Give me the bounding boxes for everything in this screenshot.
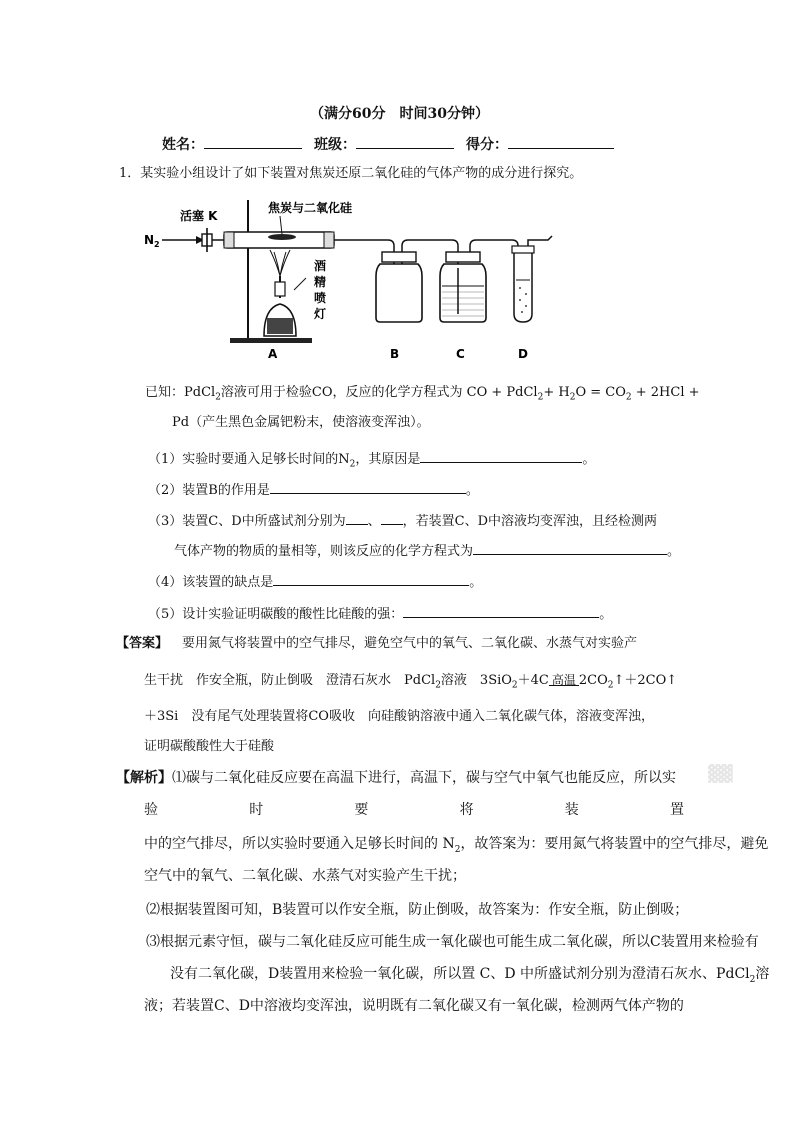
score-time-header: （满分60分 时间30分钟） <box>310 106 489 122</box>
score-label: 得分： <box>466 137 508 153</box>
answer-blank-1[interactable] <box>420 448 582 463</box>
svg-text:酒: 酒 <box>314 259 327 273</box>
name-label: 姓名： <box>162 137 204 153</box>
analysis-line-5: ⑵根据装置图可知，B装置可以作安全瓶，防止倒吸，故答案为：作安全瓶，防止倒吸； <box>146 902 689 918</box>
sub-question-1: （1）实验时要通入足够长时间的$N_2$，其原因是 。 <box>148 448 595 469</box>
figure-label-a: A <box>268 347 278 361</box>
sub-question-3-cont: 气体产物的物质的量相等，则该反应的化学方程式为 。 <box>174 540 680 561</box>
answer-tag: 【答案】 <box>116 636 169 651</box>
answer-line-2: 生干扰 作安全瓶，防止倒吸 澄清石灰水 PdCl$_2$溶液 3SiO$_2$＋4C 高温 $2CO_2↑+2CO↑$ <box>144 673 678 691</box>
analysis-line-3: 中的空气排尽，所以实验时要通入足够长时间的 $N_2$，故答案为：要用氮气将装置中的空气排尽，避免 <box>144 836 769 855</box>
reactants-label: 焦炭与二氧化硅 <box>268 201 353 215</box>
analysis-line-7: 没有二氧化碳，D装置用来检验一氧化碳，所以置 C、D 中所盛试剂分别为澄清石灰水、PdCl$_2$溶 <box>170 966 770 985</box>
name-field[interactable] <box>204 134 302 149</box>
figure-label-c: C <box>456 347 465 361</box>
sub-question-3: （3）装置C、D中所盛试剂分别为 、 ，若装置C、D中溶液均变浑浊，且经检测两 <box>148 510 657 531</box>
analysis-line-2: 验 时 要 将 装 置 <box>144 802 684 818</box>
answer-line-1: 【答案】 要用氮气将装置中的空气排尽，避免空气中的氧气、二氧化碳、水蒸气对实验产 <box>116 636 638 651</box>
valve-label: 活塞 K <box>180 209 218 223</box>
apparatus-figure <box>140 190 560 365</box>
known-line-1: 已知：PdCl$_2$溶液可用于检验CO，反应的化学方程式为 CO + PdCl$_2$+ $H_2O = CO_2 + 2HCl$ + <box>145 385 700 403</box>
watermark: ▓▓ <box>708 764 733 783</box>
figure-label-d: D <box>518 347 528 361</box>
answer-line-3: ＋3Si 没有尾气处理装置将CO吸收 向硅酸钠溶液中通入二氧化碳气体，溶液变浑浊， <box>144 709 654 724</box>
answer-line-4: 证明碳酸酸性大于硅酸 <box>144 739 275 754</box>
sub-question-2: （2）装置B的作用是 。 <box>148 479 479 500</box>
answer-blank-3c[interactable] <box>473 540 667 555</box>
score-field[interactable] <box>508 134 614 149</box>
test-tube-d <box>514 250 532 322</box>
answer-blank-3b[interactable] <box>381 510 403 525</box>
info-row <box>162 134 614 155</box>
bottle-c <box>440 264 486 322</box>
question-stem: 1．某实验小组设计了如下装置对焦炭还原二氧化硅的气体产物的成分进行探究。 <box>119 166 583 181</box>
reactant-sample <box>268 234 296 240</box>
known-line-2: Pd（产生黑色金属钯粉末，使溶液变浑浊）。 <box>172 415 430 430</box>
sub-question-5: （5）设计实验证明碳酸的酸性比硅酸的强： 。 <box>148 603 612 624</box>
answer-blank-2[interactable] <box>270 479 466 494</box>
answer-blank-4[interactable] <box>273 571 469 586</box>
analysis-tag: 【解析】 <box>116 770 172 786</box>
sub-question-4: （4）该装置的缺点是 。 <box>148 571 482 592</box>
analysis-line-4: 空气中的氧气、二氧化碳、水蒸气对实验产生干扰； <box>144 868 466 884</box>
svg-text:灯: 灯 <box>314 307 327 321</box>
analysis-line-8: 液；若装置C、D中溶液均变浑浊，说明既有二氧化碳又有一氧化碳，检测两气体产物的 <box>144 998 684 1014</box>
analysis-line-6: ⑶根据元素守恒，碳与二氧化硅反应可能生成一氧化碳也可能生成二氧化碳，所以C装置用来检验有 <box>146 934 759 950</box>
figure-label-b: B <box>390 347 400 361</box>
svg-text:喷: 喷 <box>314 291 327 305</box>
answer-blank-5[interactable] <box>403 603 599 618</box>
svg-text:精: 精 <box>314 275 327 289</box>
class-field[interactable] <box>356 134 454 149</box>
analysis-line-1: 【解析】⑴碳与二氧化硅反应要在高温下进行，高温下，碳与空气中氧气也能反应，所以实 <box>116 770 676 786</box>
n2-label: $N_2$ <box>144 233 160 249</box>
bottle-b <box>376 264 422 322</box>
answer-blank-3a[interactable] <box>346 510 368 525</box>
lamp-label <box>313 258 326 321</box>
class-label: 班级： <box>314 137 356 153</box>
